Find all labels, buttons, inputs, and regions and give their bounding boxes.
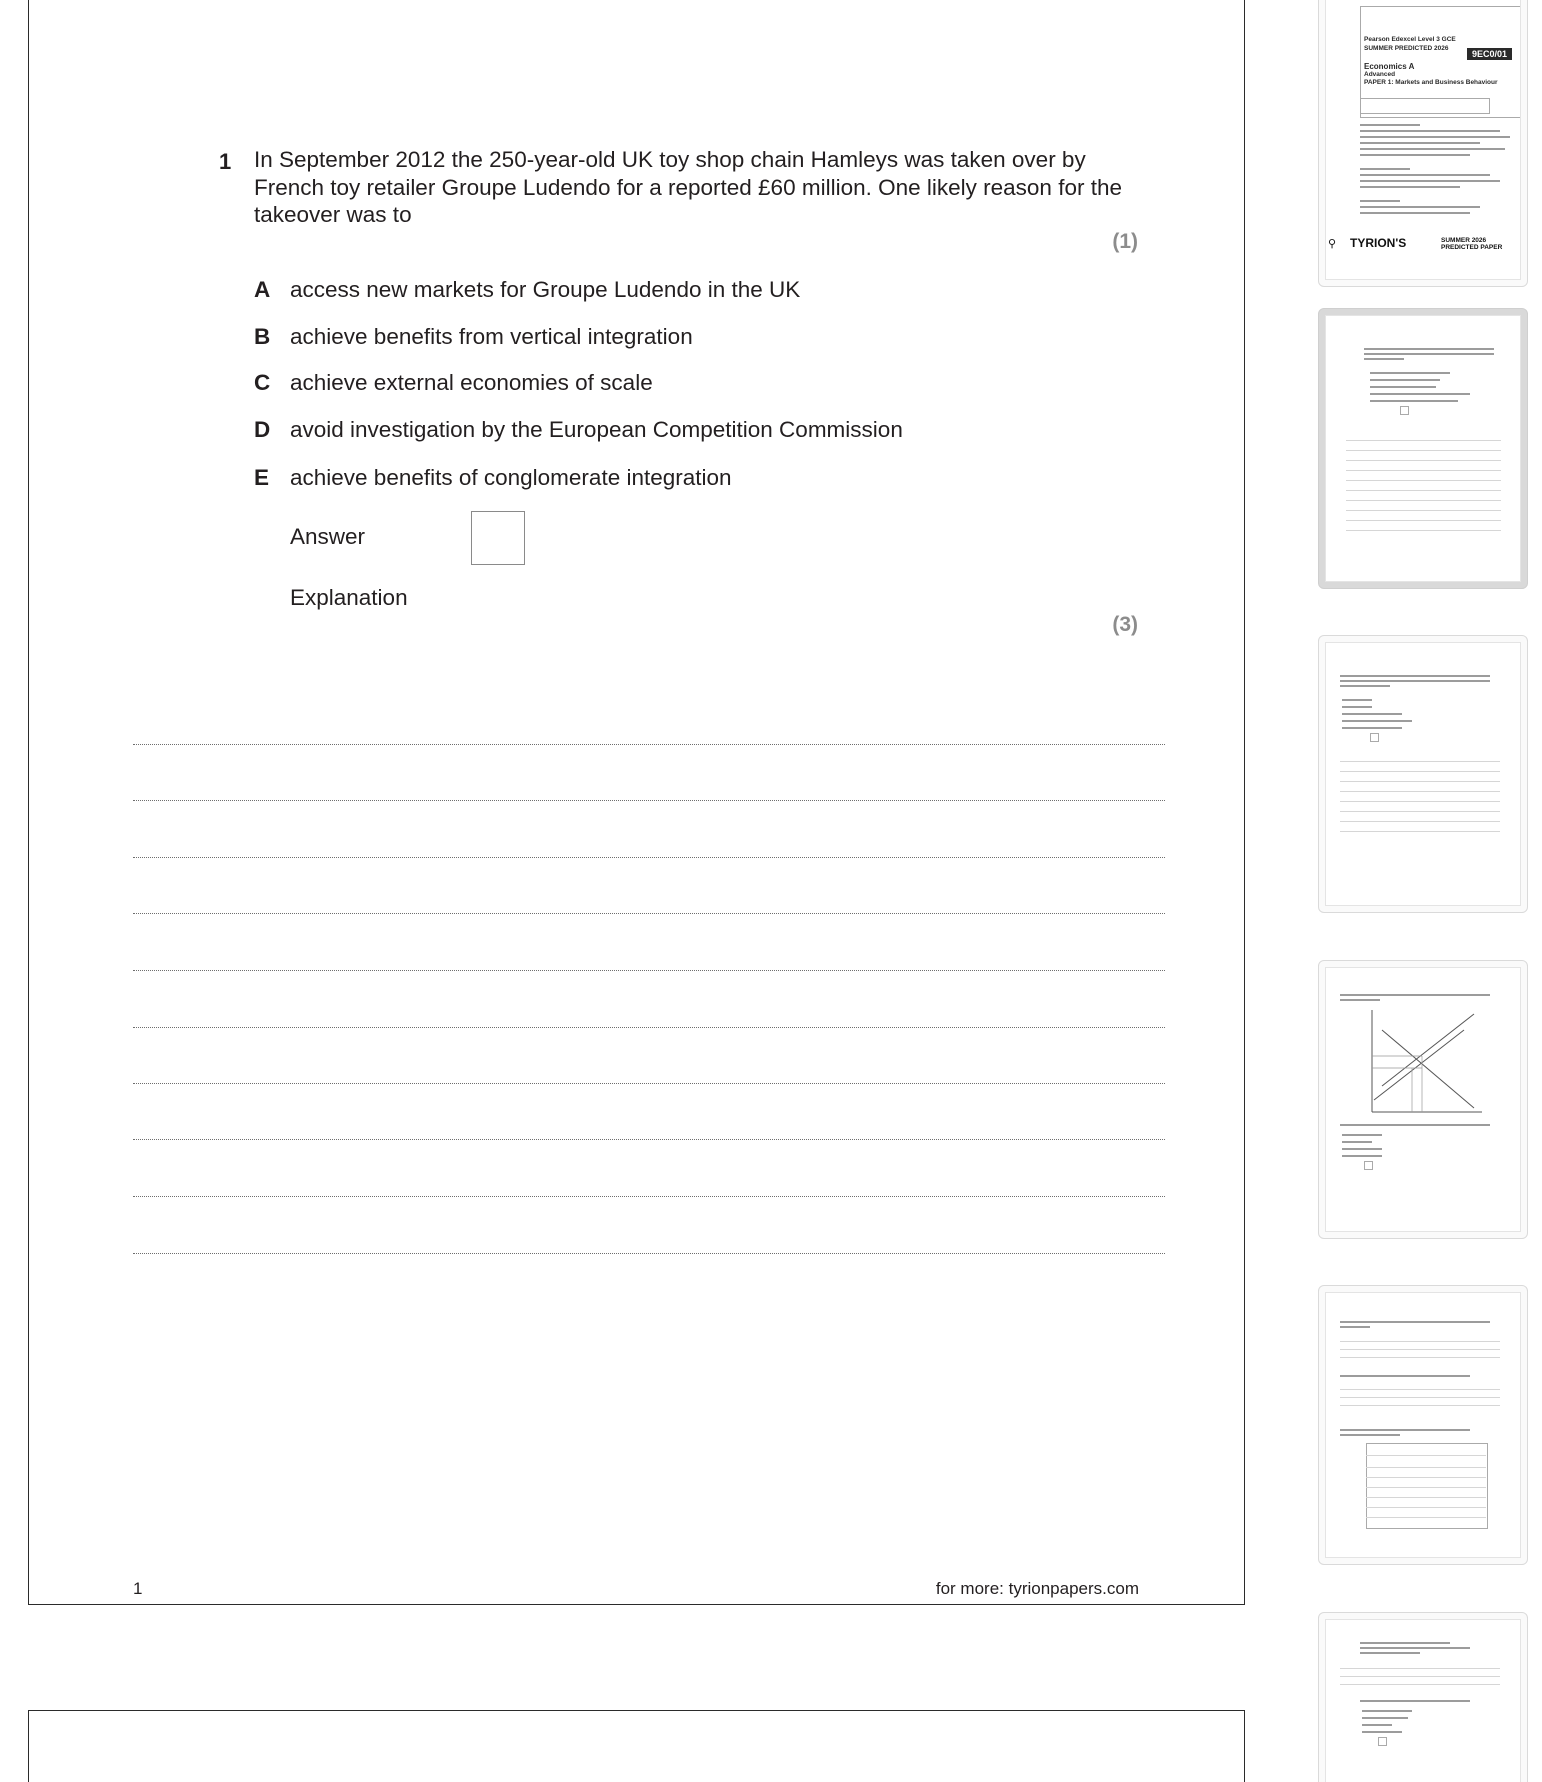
thumbnail-sidebar[interactable] <box>1292 0 1542 1782</box>
option-letter: E <box>254 465 270 490</box>
document-page-next <box>28 1710 1245 1782</box>
option-letter: B <box>254 324 271 349</box>
explanation-label: Explanation <box>290 585 408 610</box>
supply-demand-thumbnail-graph <box>1364 1008 1484 1118</box>
brand-subtitle: SUMMER 2026 PREDICTED PAPER <box>1441 237 1503 251</box>
cover-subject: Economics A <box>1364 62 1415 71</box>
answer-line[interactable] <box>133 800 1165 801</box>
thumbnail-page-cover[interactable] <box>1318 0 1528 287</box>
cover-paper: PAPER 1: Markets and Business Behaviour <box>1364 79 1498 86</box>
cover-box <box>1360 98 1490 114</box>
answer-line[interactable] <box>133 970 1165 971</box>
answer-line[interactable] <box>133 744 1165 745</box>
question-stem: In September 2012 the 250-year-old UK toy shop chain Hamleys was taken over by French toy retailer Groupe Ludendo for a reported £60 million. One likely reason for the takeover was to <box>254 147 1122 227</box>
option-letter: D <box>254 417 271 442</box>
brand-logo: TYRION'S <box>1350 236 1407 250</box>
answer-line[interactable] <box>133 1139 1165 1140</box>
document-page <box>28 0 1245 1605</box>
explanation-marks: (3) <box>1112 613 1138 636</box>
answer-line[interactable] <box>133 1083 1165 1084</box>
thumbnail-canvas <box>1325 967 1521 1232</box>
thumbnail-canvas <box>1325 642 1521 906</box>
thumbnail-canvas <box>1325 1292 1521 1558</box>
answer-line[interactable] <box>133 1196 1165 1197</box>
thumbnail-canvas <box>1325 315 1521 582</box>
cover-level: Advanced <box>1364 71 1396 78</box>
option-d <box>254 417 903 443</box>
page-number: 1 <box>133 1579 143 1598</box>
option-text: achieve external economies of scale <box>290 370 653 395</box>
option-b <box>254 324 693 350</box>
answer-label: Answer <box>290 524 366 549</box>
option-text: avoid investigation by the European Competition Commission <box>290 417 903 442</box>
mcq-marks: (1) <box>1112 230 1138 253</box>
thumbnail-page-1[interactable] <box>1318 308 1528 589</box>
cover-paper-ref: 9EC0/01 <box>1467 48 1512 60</box>
question-number: 1 <box>219 149 232 174</box>
answer-line[interactable] <box>133 857 1165 858</box>
option-letter: C <box>254 370 271 395</box>
answer-box[interactable] <box>471 511 525 565</box>
answer-line[interactable] <box>133 1253 1165 1254</box>
thumbnail-page-5[interactable] <box>1318 1612 1528 1782</box>
answer-line[interactable] <box>133 913 1165 914</box>
cover-series: SUMMER PREDICTED 2026 <box>1364 45 1449 52</box>
thumbnail-page-3[interactable] <box>1318 960 1528 1239</box>
location-pin-icon: ⚲ <box>1328 238 1337 250</box>
option-text: access new markets for Groupe Ludendo in the UK <box>290 277 801 302</box>
thumbnail-page-2[interactable] <box>1318 635 1528 913</box>
option-text: achieve benefits of conglomerate integration <box>290 465 732 490</box>
option-c <box>254 370 653 396</box>
option-e <box>254 465 732 491</box>
cover-qualification: Pearson Edexcel Level 3 GCE <box>1364 36 1456 43</box>
option-a <box>254 277 800 303</box>
option-text: achieve benefits from vertical integration <box>290 324 693 349</box>
thumbnail-canvas <box>1325 0 1521 280</box>
thumbnail-canvas <box>1325 1619 1521 1782</box>
option-letter: A <box>254 277 271 302</box>
footer-link[interactable]: for more: tyrionpapers.com <box>935 1579 1139 1598</box>
answer-line[interactable] <box>133 1027 1165 1028</box>
thumbnail-page-4[interactable] <box>1318 1285 1528 1565</box>
